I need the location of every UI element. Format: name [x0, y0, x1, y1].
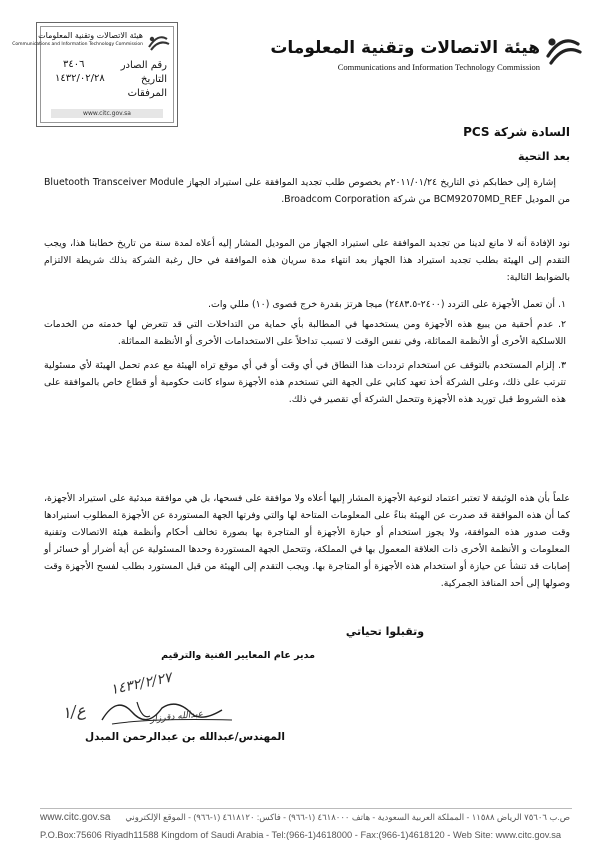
footer-divider	[40, 808, 572, 809]
logo-name-ar: هيئة الاتصالات وتقنية المعلومات	[270, 38, 540, 58]
condition-item: ٣. إلزام المستخدم بالتوقف عن استخدام ترددات هذا النطاق في أي وقت أو في أي موقع تراه الهيئة مع عدم تحمل الهيئة لأي مسئولية تترتب على ذلك، وعلى الشركة أخذ تعهد كتابي على الجهة التي تستخدم هذه الأجهزة سواء كانت حكومية أو قطاع خاص بالموافقة على هذه الشروط قبل توريد هذه الأجهزة وتتحمل الشركة أي تقصير في ذلك.	[44, 360, 566, 405]
stamp-frame	[12, 26, 174, 123]
footer-address-ar: ص.ب ٧٥٦٠٦ الرياض ١١٥٨٨ - المملكة العربية السعودية - هاتف ٤٦١٨٠٠٠ (١-٩٦٦) - فاكس: ٤٦١٨١٢٠ (١-٩٦٦) - الموقع الإلكتروني	[125, 812, 570, 822]
letterhead-logo	[270, 20, 582, 90]
paragraph-approval: نود الإفادة أنه لا مانع لدينا من تجديد الموافقة على استيراد الجهاز من الموديل المشار إليه أعلاه لمدة سنة من تاريخ خطابنا هذا، ويجب التقدم إلى الهيئة بطلب تجديد استيراد هذا الجهاز بعد انتهاء مدة سريان هذه الموافقة في حال رغبة الشركة بذلك شريطة الالتزام بالضوابط التالية:	[44, 238, 570, 283]
logo-name-en: Communications and Information Technology Commission	[337, 62, 540, 72]
stamp-number-label: رقم الصادر	[120, 60, 167, 71]
handwritten-note: عبدالله دقرزار	[149, 709, 204, 725]
paragraph-request: إشارة إلى خطابكم ذي التاريخ ٢٠١١/٠١/٢٤م بخصوص طلب تجديد الموافقة على استيراد الجهاز Bluetooth Transceiver Module من الموديل BCM92070MD_REF من شركة Broadcom Corporation.	[44, 177, 570, 205]
footer-website: www.citc.gov.sa	[40, 812, 111, 823]
stamp-website: www.citc.gov.sa	[51, 109, 163, 118]
stamp-logo-icon	[145, 31, 171, 53]
outgoing-stamp	[12, 22, 178, 127]
signer-name: المهندس/عبدالله بن عبدالرحمن المبدل	[85, 731, 285, 743]
signature-icon	[92, 690, 242, 730]
condition-item: ٢. عدم أحقية من يبيع هذه الأجهزة ومن يستخدمها في المطالبة بأي حماية من التداخلات التي قد تتعرض لها خدمته من الخدمات اللاسلكية الأخرى أو الأنظمة المماثلة، وفي نفس الوقت لا تسبب تداخلاً على الاستخدامات الأخرى أو الأنظمة المماثلة.	[44, 319, 566, 347]
paragraph-disclaimer: علماً بأن هذه الوثيقة لا تعتبر اعتماد لنوعية الأجهزة المشار إليها أعلاه ولا موافقة على فسحها، بل هي موافقة مبدئية على استيراد الأجهزة، كما أن هذه الموافقة قد صدرت عن الهيئة بناءً على المعلومات المتاحة لها والتي وفرتها الجهة المستوردة عن الأجهزة المطلوب استيرادها وقت صدور هذه الموافقة، ولا يجوز استخدام أو حيازة الأجهزة أو المتاجرة بها بصورة تخالف أحكام وأنظمة هيئة الاتصالات وتقنية المعلومات و الأنظمة الأخرى ذات العلاقة المعمول بها في المملكة، وتتحمل الجهة المستوردة وحدها المسئولية عن أية أضرار أو خسائر أو إصابات قد تنشأ عن حيازة أو استخدام هذه الأجهزة أو المتاجرة بها. ويجب التقدم إلى الهيئة من قبل المستورد بطلب لفسح الأجهزة وقت وصولها إلى أحد المنافذ الجمركية.	[44, 493, 570, 589]
citc-logo-icon	[542, 30, 582, 70]
handwritten-date: ١٤٣٢/٢/٢٧	[109, 669, 174, 699]
closing: وتقبلوا تحياتي	[345, 625, 425, 638]
stamp-date-value: ١٤٣٢/٠٢/٢٨	[55, 73, 105, 84]
condition-item: ١. أن تعمل الأجهزة على التردد (٢٤٠٠-٢٤٨٣.٥) ميجا هرتز بقدرة خرج قصوى (١٠) مللي وات.	[208, 299, 566, 310]
handwritten-mark: ع/١	[60, 700, 87, 723]
addressee: السادة شركة PCS	[463, 125, 570, 139]
stamp-attachments-label: المرفقات	[127, 88, 167, 99]
footer-address-en: P.O.Box:75606 Riyadh11588 Kingdom of Saudi Arabia - Tel:(966-1)4618000 - Fax:(966-1)4618120 - Web Site: www.citc.gov.sa	[40, 830, 562, 840]
stamp-org-en: Communications and Information Technology Commission	[12, 42, 143, 47]
conditions-list	[44, 296, 570, 408]
stamp-number-value: ٣٤٠٦	[63, 59, 85, 70]
stamp-date-label: التاريخ	[141, 74, 167, 85]
stamp-org-ar: هيئة الاتصالات وتقنية المعلومات	[38, 31, 143, 40]
greeting: بعد التحية	[517, 150, 570, 163]
signer-title: مدير عام المعايير الفنية والترقيم	[161, 650, 315, 661]
